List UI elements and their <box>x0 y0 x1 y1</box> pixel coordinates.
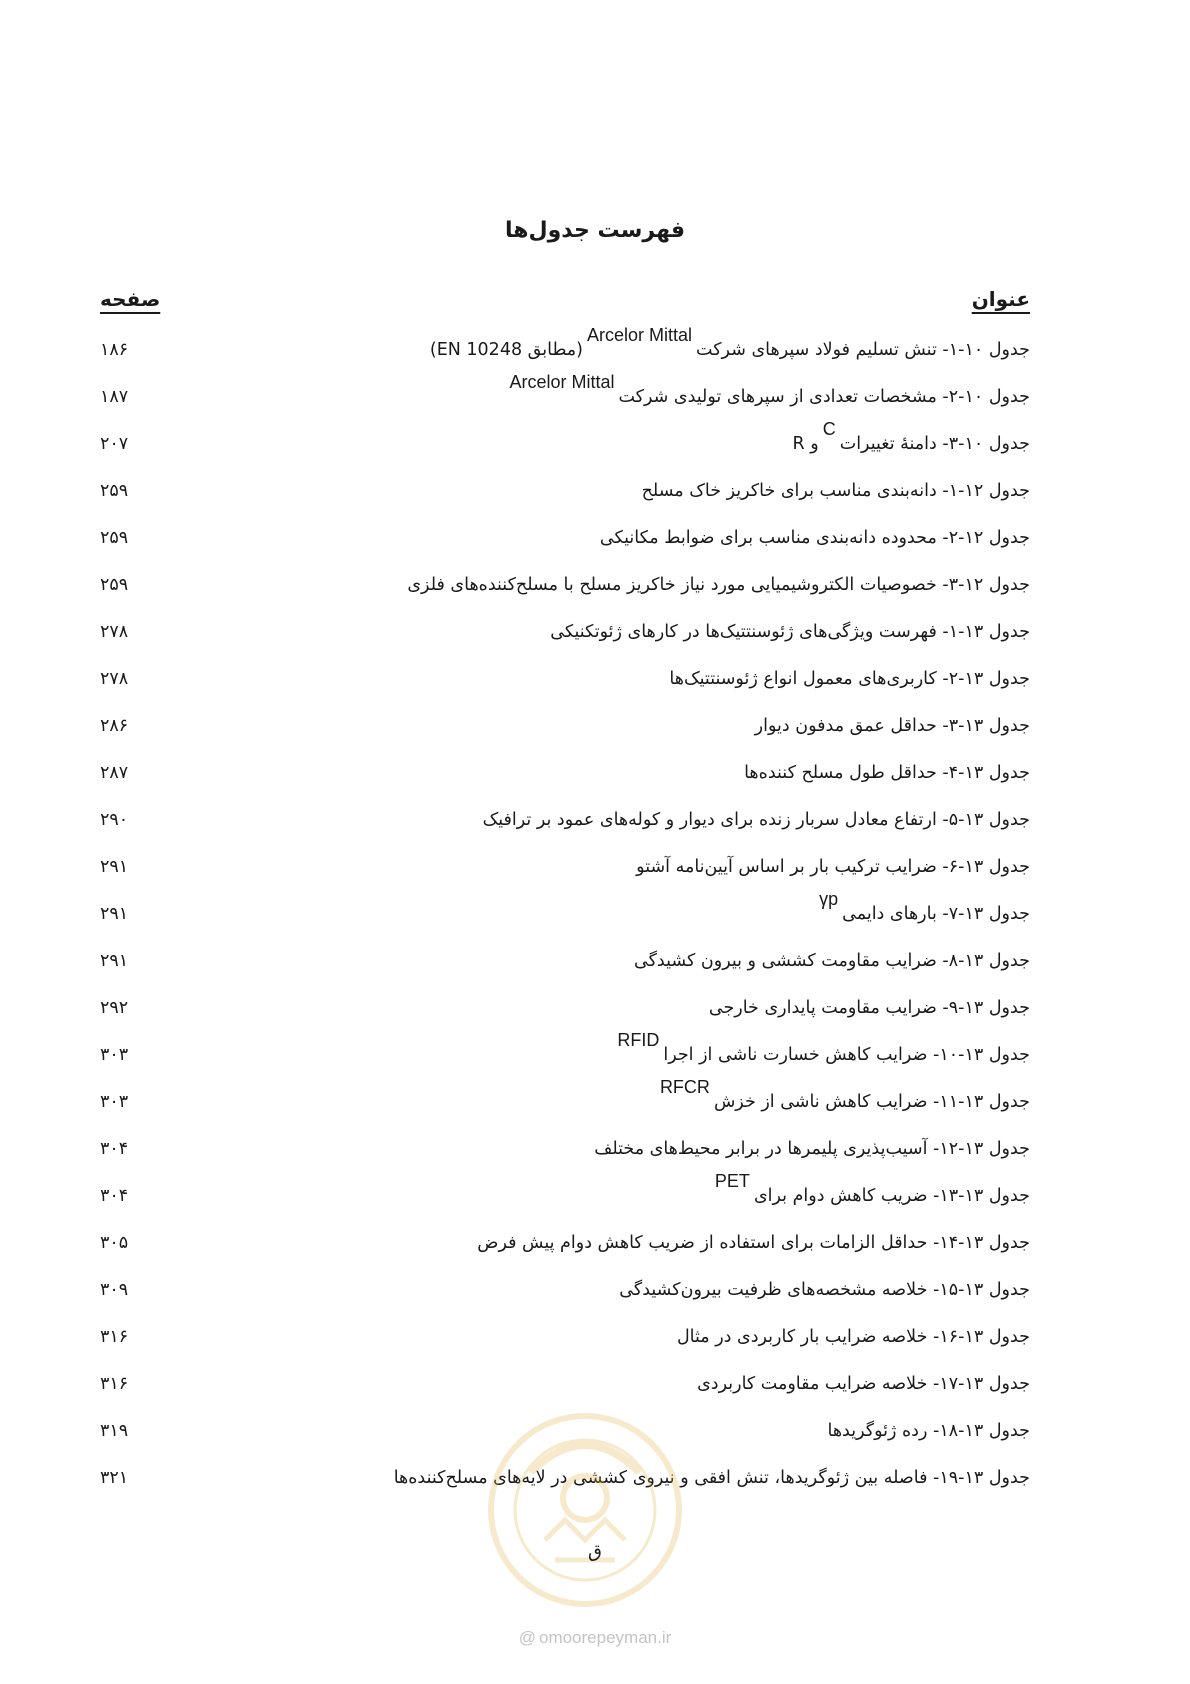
toc-entry[interactable] <box>100 937 1030 984</box>
toc-entry-page-number: ۲۹۱ <box>100 856 129 877</box>
toc-entry-page-number: ۳۰۹ <box>100 1279 129 1300</box>
toc-entry-title-text: جدول ۱۳-۳- حداقل عمق مدفون دیوار <box>754 715 1030 736</box>
toc-entry[interactable] <box>100 890 1030 937</box>
toc-entry[interactable] <box>100 326 1030 373</box>
at-icon: @ <box>518 1628 536 1647</box>
toc-entry-title <box>483 810 1030 830</box>
toc-entry-title <box>642 481 1030 501</box>
toc-entry-page-number: ۲۷۸ <box>100 668 129 689</box>
toc-entry-title <box>619 1280 1030 1300</box>
toc-entry-title-suffix: (مطابق EN 10248) <box>429 340 584 360</box>
toc-entry-page-number: ۲۰۷ <box>100 433 129 454</box>
toc-entry-title <box>792 419 1030 454</box>
page-title: فهرست جدول‌ها <box>504 218 686 243</box>
toc-entry-page-number: ۳۲۱ <box>100 1467 129 1488</box>
toc-entry-page-number: ۳۱۶ <box>100 1326 129 1347</box>
toc-entry-page-number: ۲۸۶ <box>100 715 129 736</box>
watermark-seal-icon <box>485 1410 685 1610</box>
table-of-tables-list <box>100 326 1030 1501</box>
toc-entry-title <box>755 716 1030 736</box>
toc-entry-page-number: ۲۵۹ <box>100 574 129 595</box>
toc-entry-page-number: ۳۰۳ <box>100 1091 129 1112</box>
toc-entry[interactable] <box>100 749 1030 796</box>
toc-entry-page-number: ۳۰۵ <box>100 1232 129 1253</box>
toc-entry-title-text: جدول ۱۳-۱۵- خلاصه مشخصه‌های ظرفیت بیرون‌کشیدگی <box>619 1279 1030 1300</box>
toc-entry-title-text: جدول ۱۳-۱- فهرست ویژگی‌های ژئوسنتتیک‌ها در کارهای ژئوتکنیکی <box>550 621 1030 642</box>
toc-entry-page-number: ۲۹۱ <box>100 950 129 971</box>
toc-entry-latin-term: RFCR <box>659 1077 710 1097</box>
toc-entry-page-number: ۳۰۴ <box>100 1138 129 1159</box>
toc-entry-title-text: جدول ۱۳-۶- ضرایب ترکیب بار بر اساس آیین‌نامه آشتو <box>636 856 1030 877</box>
toc-entry-title-text: جدول ۱۲-۱- دانه‌بندی مناسب برای خاکریز خاک مسلح <box>641 480 1030 501</box>
toc-entry[interactable] <box>100 702 1030 749</box>
toc-entry-page-number: ۲۷۸ <box>100 621 129 642</box>
toc-entry-page-number: ۱۸۷ <box>100 386 129 407</box>
toc-entry-title-text: جدول ۱۳-۷- بارهای دایمی <box>842 904 1030 924</box>
toc-entry[interactable] <box>100 1266 1030 1313</box>
toc-entry[interactable] <box>100 1078 1030 1125</box>
toc-entry-title <box>677 1327 1030 1347</box>
toc-entry-title <box>815 889 1030 924</box>
toc-entry-title <box>505 372 1030 407</box>
toc-entry-page-number: ۱۸۶ <box>100 339 129 360</box>
toc-entry-title-text: جدول ۱۳-۱۱- ضرایب کاهش ناشی از خزش <box>713 1092 1030 1112</box>
toc-entry-latin-term: γp <box>819 889 839 909</box>
toc-entry-title <box>407 575 1030 595</box>
toc-entry-title <box>429 325 1030 360</box>
toc-entry-title <box>613 1030 1030 1065</box>
toc-entry-latin-term: PET <box>714 1171 750 1191</box>
toc-entry-title-text: جدول ۱۳-۱۴- حداقل الزامات برای استفاده از ضریب کاهش دوام پیش فرض <box>477 1232 1030 1253</box>
toc-entry-title <box>827 1421 1030 1441</box>
toc-entry[interactable] <box>100 420 1030 467</box>
toc-entry-page-number: ۳۰۴ <box>100 1185 129 1206</box>
toc-entry-title <box>594 1139 1030 1159</box>
toc-entry[interactable] <box>100 843 1030 890</box>
toc-entry-page-number: ۳۰۳ <box>100 1044 129 1065</box>
toc-entry-title-text: جدول ۱۳-۱۹- فاصله بین ژئوگریدها، تنش افقی و نیروی کششی در لایه‌های مسلح‌کننده‌ها <box>393 1467 1030 1488</box>
toc-entry[interactable] <box>100 373 1030 420</box>
toc-entry-title-text: جدول ۱۳-۱۰- ضرایب کاهش خسارت ناشی از اجرا <box>663 1045 1030 1065</box>
toc-entry-title-text: جدول ۱۳-۹- ضرایب مقاومت پایداری خارجی <box>708 997 1030 1018</box>
toc-entry-title-text: جدول ۱۳-۸- ضرایب مقاومت کششی و بیرون کشیدگی <box>634 950 1030 971</box>
watermark-site-text <box>0 1628 1190 1648</box>
watermark-site-label: omoorepeyman.ir <box>538 1628 672 1647</box>
toc-entry[interactable] <box>100 1031 1030 1078</box>
toc-entry[interactable] <box>100 655 1030 702</box>
toc-entry-latin-term: RFID <box>617 1030 660 1050</box>
toc-entry-page-number: ۲۹۰ <box>100 809 129 830</box>
toc-entry[interactable] <box>100 608 1030 655</box>
toc-entry-latin-term: Arcelor Mittal <box>509 372 615 392</box>
toc-entry-title <box>697 1374 1030 1394</box>
toc-entry-page-number: ۲۹۲ <box>100 997 129 1018</box>
toc-entry-page-number: ۳۱۶ <box>100 1373 129 1394</box>
toc-entry[interactable] <box>100 1172 1030 1219</box>
toc-entry-page-number: ۲۸۷ <box>100 762 129 783</box>
toc-entry-title-text: جدول ۱۳-۱۶- خلاصه ضرایب بار کاربردی در مثال <box>676 1326 1030 1347</box>
toc-entry-page-number: ۲۹۱ <box>100 903 129 924</box>
toc-entry-latin-term: C <box>822 419 836 439</box>
toc-entry-title-text: جدول ۱۳-۱۷- خلاصه ضرایب مقاومت کاربردی <box>697 1373 1030 1394</box>
toc-entry-title <box>669 669 1030 689</box>
toc-entry-title <box>477 1233 1030 1253</box>
toc-entry-title-text: جدول ۱۳-۱۸- رده ژئوگریدها <box>827 1420 1030 1441</box>
toc-entry-title-text: جدول ۱۲-۲- محدوده دانه‌بندی مناسب برای ضوابط مکانیکی <box>599 527 1030 548</box>
toc-entry-page-number: ۳۱۹ <box>100 1420 129 1441</box>
toc-entry-title-text: جدول ۱۳-۴- حداقل طول مسلح کننده‌ها <box>744 762 1030 783</box>
toc-entry-title <box>744 763 1030 783</box>
toc-entry-title-text: جدول ۱۳-۵- ارتفاع معادل سربار زنده برای دیوار و کوله‌های عمود بر ترافیک <box>482 809 1030 830</box>
page-letter: ق <box>588 1541 602 1562</box>
toc-entry-title <box>636 857 1030 877</box>
column-header-page: صفحه <box>100 287 161 311</box>
toc-entry-title-text: جدول ۱۰-۳- دامنهٔ تغییرات <box>839 434 1030 454</box>
toc-entry[interactable] <box>100 796 1030 843</box>
toc-entry-title <box>600 528 1030 548</box>
toc-entry[interactable] <box>100 1125 1030 1172</box>
toc-entry-title <box>550 622 1030 642</box>
toc-entry-title <box>711 1171 1030 1206</box>
toc-entry[interactable] <box>100 1219 1030 1266</box>
toc-entry-title <box>634 951 1030 971</box>
toc-entry[interactable] <box>100 467 1030 514</box>
toc-entry-title <box>656 1077 1030 1112</box>
toc-entry-title-text: جدول ۱۳-۲- کاربری‌های معمول انواع ژئوسنتتیک‌ها <box>669 668 1030 689</box>
toc-entry-latin-term: Arcelor Mittal <box>587 325 693 345</box>
toc-entry-title-suffix: و R <box>792 434 819 454</box>
toc-entry-page-number: ۲۵۹ <box>100 480 129 501</box>
toc-entry[interactable] <box>100 984 1030 1031</box>
toc-entry[interactable] <box>100 561 1030 608</box>
toc-entry-title-text: جدول ۱۲-۳- خصوصیات الکتروشیمیایی مورد نیاز خاکریز مسلح با مسلح‌کننده‌های فلزی <box>407 574 1030 595</box>
toc-entry[interactable] <box>100 1313 1030 1360</box>
toc-entry-title-text: جدول ۱۰-۱- تنش تسلیم فولاد سپرهای شرکت <box>696 340 1030 360</box>
toc-entry[interactable] <box>100 514 1030 561</box>
toc-entry-page-number: ۲۵۹ <box>100 527 129 548</box>
toc-entry-title-text: جدول ۱۳-۱۲- آسیب‌پذیری پلیمرها در برابر محیط‌های مختلف <box>594 1138 1030 1159</box>
toc-entry-title <box>709 998 1030 1018</box>
toc-entry-title-text: جدول ۱۰-۲- مشخصات تعدادی از سپرهای تولیدی شرکت <box>618 387 1030 407</box>
toc-entry[interactable] <box>100 1360 1030 1407</box>
column-header-title: عنوان <box>971 287 1030 311</box>
toc-entry-title-text: جدول ۱۳-۱۳- ضریب کاهش دوام برای <box>753 1186 1030 1206</box>
